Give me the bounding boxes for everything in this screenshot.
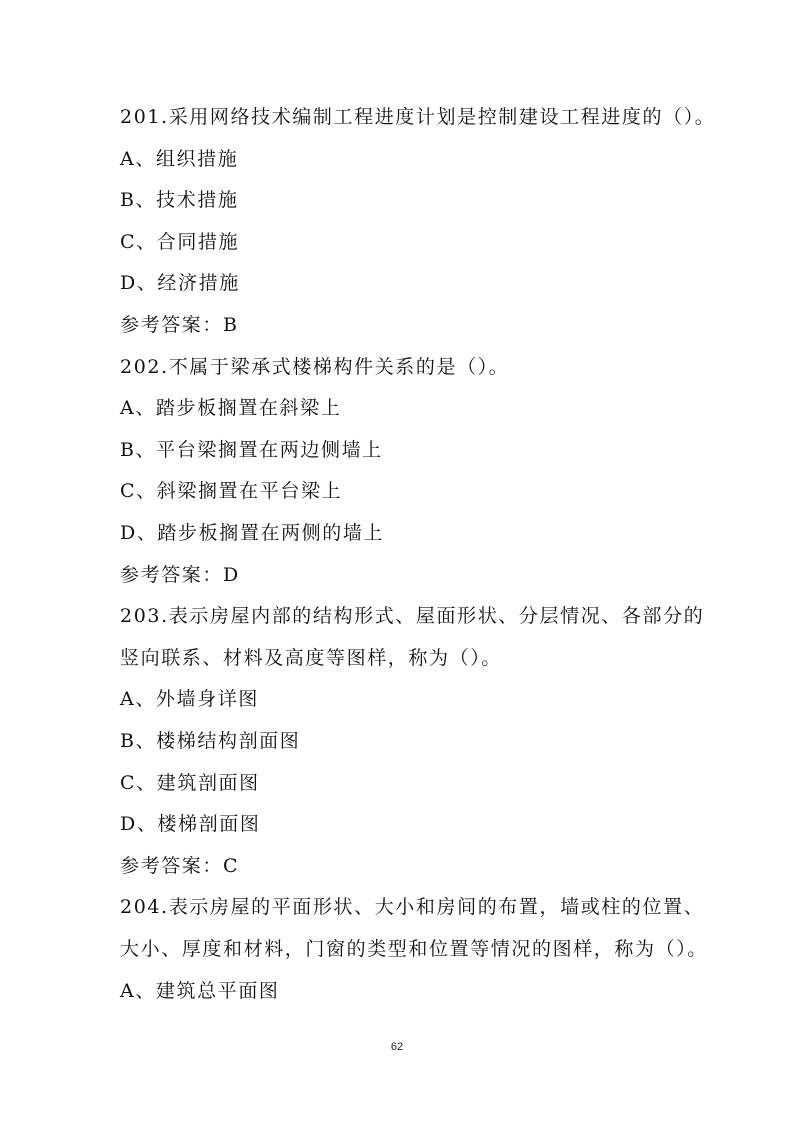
q201-option-a: A、组织措施 bbox=[120, 148, 239, 170]
q201-option-d: D、经济措施 bbox=[120, 272, 240, 294]
question-201-text: 201.采用网络技术编制工程进度计划是控制建设工程进度的（）。 bbox=[120, 106, 716, 128]
q203-answer: 参考答案：C bbox=[120, 855, 240, 877]
page-number: 62 bbox=[390, 1041, 404, 1053]
q203-option-b: B、楼梯结构剖面图 bbox=[120, 730, 301, 752]
q201-option-b: B、技术措施 bbox=[120, 189, 239, 211]
question-203-text-line2: 竖向联系、材料及高度等图样，称为（）。 bbox=[120, 647, 502, 669]
q201-option-c: C、合同措施 bbox=[120, 231, 240, 253]
q202-option-d: D、踏步板搁置在两侧的墙上 bbox=[120, 522, 385, 544]
question-203-text-line1: 203.表示房屋内部的结构形式、屋面形状、分层情况、各部分的 bbox=[120, 605, 705, 627]
q202-option-a: A、踏步板搁置在斜梁上 bbox=[120, 397, 342, 419]
q204-option-a: A、建筑总平面图 bbox=[120, 980, 280, 1002]
q203-option-d: D、楼梯剖面图 bbox=[120, 813, 261, 835]
q202-option-b: B、平台梁搁置在两边侧墙上 bbox=[120, 439, 383, 461]
q201-answer: 参考答案：B bbox=[120, 314, 239, 336]
question-202-text: 202.不属于梁承式楼梯构件关系的是（）。 bbox=[120, 356, 510, 378]
q202-answer: 参考答案：D bbox=[120, 564, 240, 586]
question-204-text-line2: 大小、厚度和材料，门窗的类型和位置等情况的图样，称为（）。 bbox=[120, 938, 708, 960]
q203-option-a: A、外墙身详图 bbox=[120, 688, 259, 710]
q203-option-c: C、建筑剖面图 bbox=[120, 772, 260, 794]
question-204-text-line1: 204.表示房屋的平面形状、大小和房间的布置，墙或柱的位置、 bbox=[120, 896, 705, 918]
q202-option-c: C、斜梁搁置在平台梁上 bbox=[120, 480, 343, 502]
